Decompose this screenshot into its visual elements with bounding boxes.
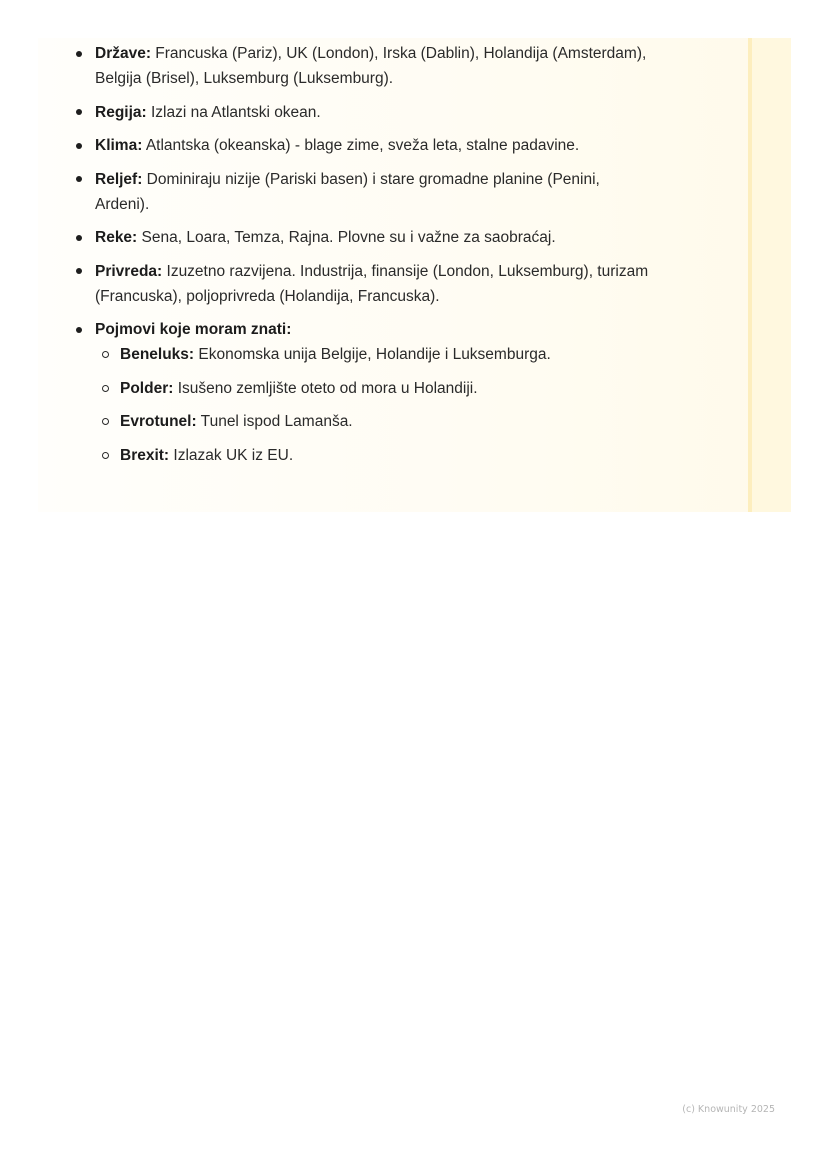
sublist-item-beneluks [120, 342, 655, 367]
subitem-term: Beneluks: [120, 346, 195, 363]
sublist-item-polder [120, 376, 655, 401]
list-item-privreda [95, 259, 655, 309]
subitem-term: Brexit: [120, 446, 170, 464]
item-term: Države: [95, 45, 151, 62]
item-text: Dominiraju nizije (Pariski basen) i stare gromadne planine (Penini, Ardeni). [95, 170, 600, 213]
panel-margin-strip [752, 38, 791, 512]
notes-panel [38, 38, 791, 512]
copyright-footer: (c) Knowunity 2025 [682, 1104, 775, 1115]
item-term: Privreda: [95, 262, 163, 280]
item-term: Reke: [95, 229, 138, 246]
subitem-term: Evrotunel: [120, 413, 197, 430]
subitem-term: Polder: [120, 379, 174, 397]
subitem-text: Isušeno zemljište oteto od mora u Holandiji. [173, 379, 478, 397]
list-item-regija [95, 100, 655, 125]
terms-sublist [95, 342, 655, 468]
list-item-reke [95, 225, 655, 250]
list-item-pojmovi [95, 317, 655, 468]
topic-list [95, 41, 655, 476]
item-term: Pojmovi koje moram znati: [95, 321, 292, 338]
item-text: Izuzetno razvijena. Industrija, finansije (London, Luksemburg), turizam (Francuska), poljoprivreda (Holandija, Francuska). [95, 262, 649, 305]
list-item-drzave [95, 41, 655, 91]
item-text: Sena, Loara, Temza, Rajna. Plovne su i važne za saobraćaj. [137, 229, 556, 246]
subitem-text: Ekonomska unija Belgije, Holandije i Luksemburga. [194, 346, 551, 363]
item-term: Klima: [95, 137, 143, 154]
subitem-text: Izlazak UK iz EU. [169, 446, 294, 464]
item-text: Atlantska (okeanska) - blage zime, sveža leta, stalne padavine. [142, 137, 580, 154]
list-item-klima [95, 133, 655, 158]
item-text: Francuska (Pariz), UK (London), Irska (Dablin), Holandija (Amsterdam), Belgija (Brisel), Luksemburg (Luksemburg). [95, 45, 647, 87]
sublist-item-brexit [120, 443, 655, 468]
item-term: Regija: [95, 103, 147, 121]
sublist-item-evrotunel [120, 409, 655, 434]
item-text: Izlazi na Atlantski okean. [146, 103, 321, 121]
item-term: Reljef: [95, 170, 143, 188]
subitem-text: Tunel ispod Lamanša. [196, 413, 353, 430]
list-item-reljef [95, 167, 655, 217]
